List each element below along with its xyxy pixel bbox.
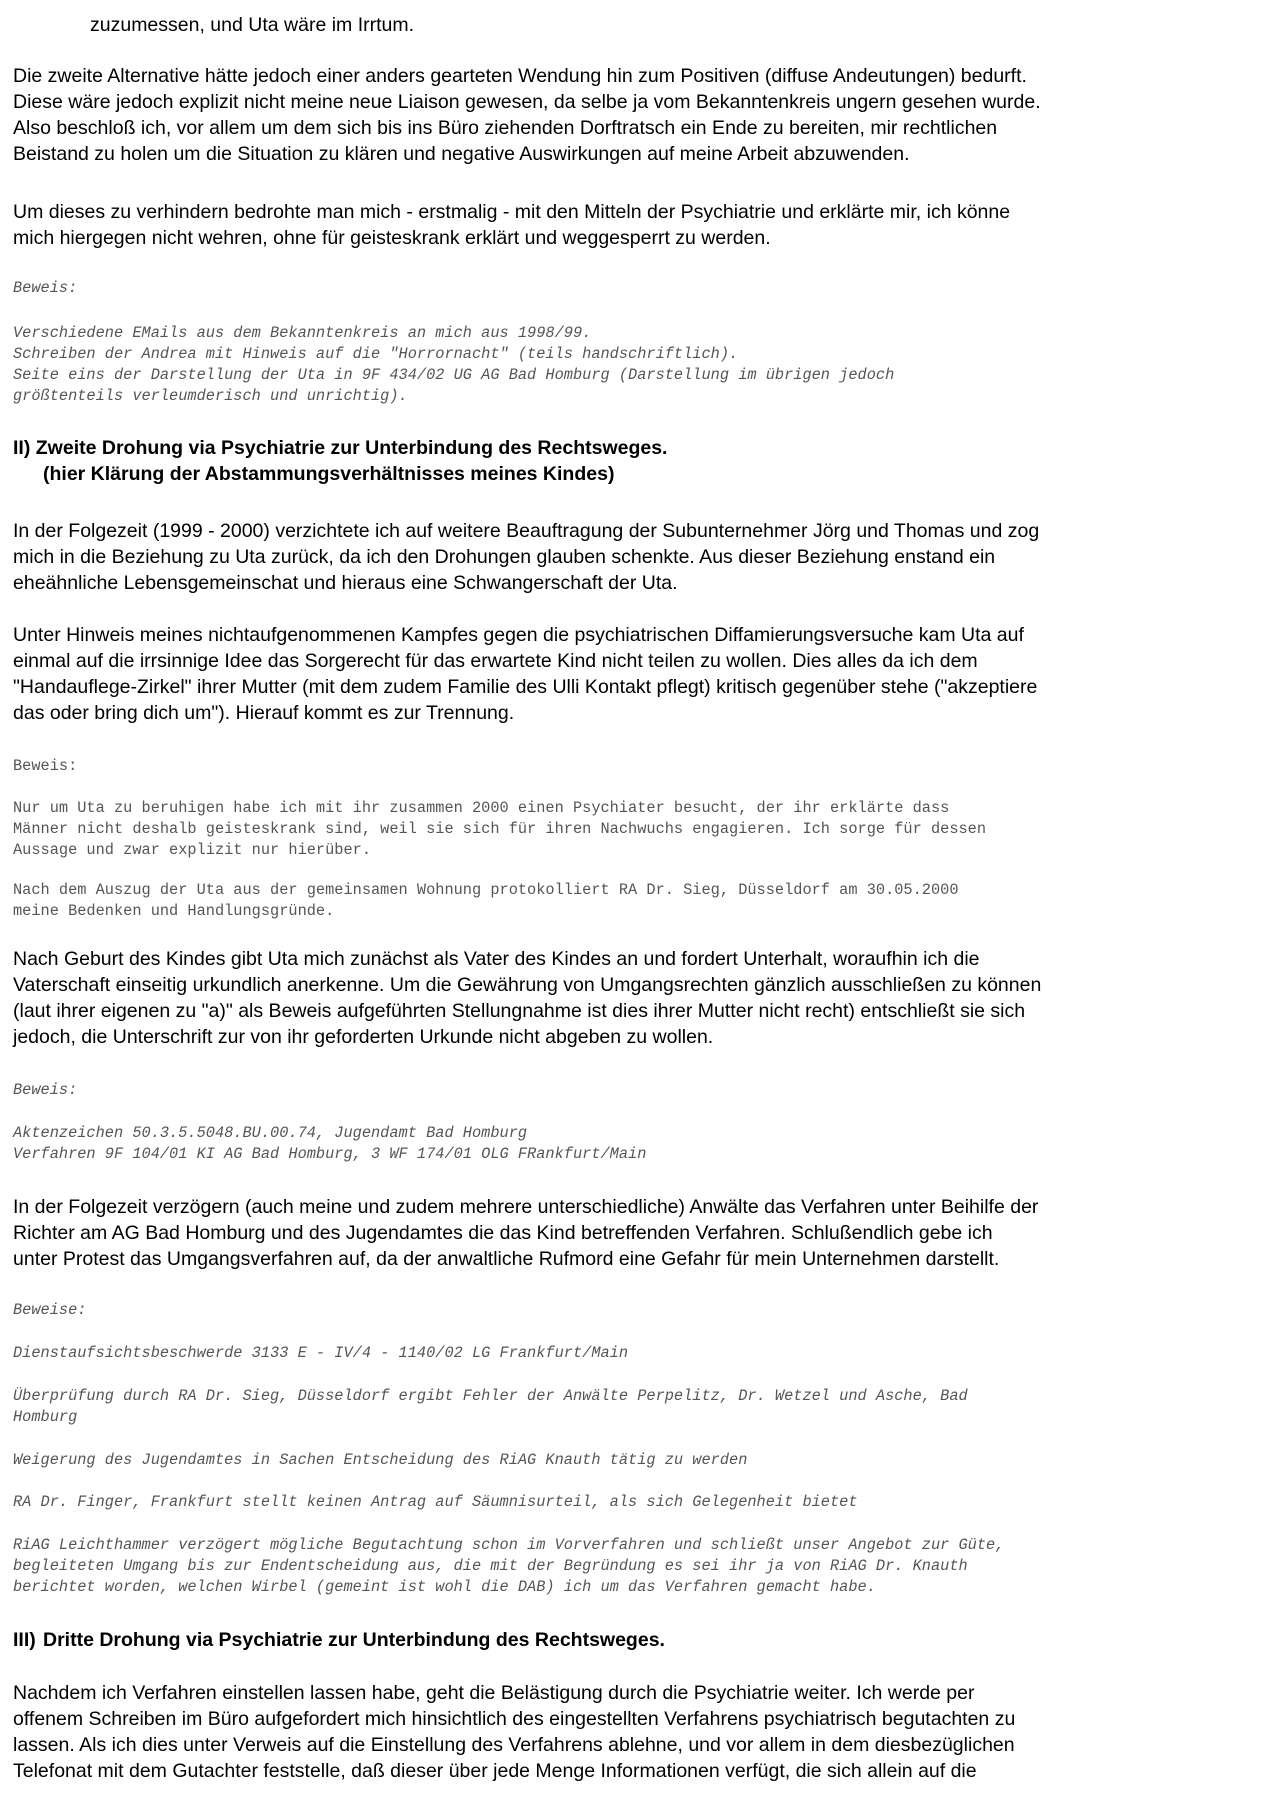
text-line: offenem Schreiben im Büro aufgefordert mich hinsichtlich des eingestellten Verfahrens psychiatrisch begutachten zu [13,1708,1016,1730]
text-line: mich in die Beziehung zu Uta zurück, da ich den Drohungen glauben schenkte. Aus dieser Beziehung enstand ein [13,546,996,568]
text-line: Unter Hinweis meines nichtaufgenommenen Kampfes gegen die psychiatrischen Diffamierungsversuche kam Uta auf [13,624,1024,646]
text-line: jedoch, die Unterschrift zur von ihr geforderten Urkunde nicht abgeben zu wollen. [13,1026,714,1048]
text-line: In der Folgezeit (1999 - 2000) verzichtete ich auf weitere Beauftragung der Subunternehmer Jörg und Thomas und zog [13,520,1040,542]
evidence-line: Nach dem Auszug der Uta aus der gemeinsamen Wohnung protokolliert RA Dr. Sieg, Düsseldorf am 30.05.2000 [13,881,959,899]
evidence-line: Verschiedene EMails aus dem Bekanntenkreis an mich aus 1998/99. [13,324,592,342]
text-line: Beistand zu holen um die Situation zu klären und negative Auswirkungen auf meine Arbeit abzuwenden. [13,143,910,165]
text-line: Vaterschaft einseitig urkundlich anerkenne. Um die Gewährung von Umgangsrechten gänzlich ausschließen zu können [13,974,1042,996]
text-line: Diese wäre jedoch explizit nicht meine neue Liaison gewesen, da selbe ja vom Bekanntenkreis ungern gesehen wurde. [13,91,1041,113]
evidence-line: Aussage und zwar explizit nur hierüber. [13,841,372,859]
paragraph-hinweis [13,622,1037,726]
paragraph-geburt [13,946,1041,1050]
paragraph-folgezeit [13,518,1039,596]
evidence-label: Beweis: [13,757,78,775]
text-line: Telefonat mit dem Gutachter feststelle, daß dieser über jede Menge Informationen verfügt, die sich allein auf die [13,1760,977,1782]
evidence-line: RA Dr. Finger, Frankfurt stellt keinen Antrag auf Säumnisurteil, als sich Gelegenheit bietet [13,1493,858,1511]
evidence-line: Seite eins der Darstellung der Uta in 9F 434/02 UG AG Bad Homburg (Darstellung im übrigen jedoch [13,366,895,384]
evidence-line: Weigerung des Jugendamtes in Sachen Entscheidung des RiAG Knauth tätig zu werden [13,1451,748,1469]
evidence-line: berichtet worden, welchen Wirbel (gemeint ist wohl die DAB) ich um das Verfahren gemacht habe. [13,1578,876,1596]
evidence-label: Beweis: [13,1081,78,1099]
text-line: mich hiergegen nicht wehren, ohne für geisteskrank erklärt und weggesperrt zu werden. [13,227,771,249]
text-line: unter Protest das Umgangsverfahren auf, da der anwaltliche Rufmord eine Gefahr für mein Unternehmen darstellt. [13,1248,1000,1270]
evidence-block-3 [13,1080,77,1101]
paragraph-threat-1 [13,199,1010,251]
evidence-4-item-5 [13,1535,1004,1598]
evidence-line: Männer nicht deshalb geisteskrank sind, weil sie sich für ihren Nachwuchs engagieren. Ich sorge für dessen [13,820,987,838]
evidence-line: Überprüfung durch RA Dr. Sieg, Düsseldorf ergibt Fehler der Anwälte Perpelitz, Dr. Wetzel und Asche, Bad [13,1387,968,1405]
paragraph-alternative [13,63,1041,167]
text-line: "Handauflege-Zirkel" ihrer Mutter (mit dem zudem Familie des Ulli Kontakt pflegt) kritisch gegenüber stehe ("akzeptiere [13,676,1038,698]
evidence-2-block-2 [13,880,959,922]
evidence-label: Beweise: [13,1301,87,1319]
evidence-list-3 [13,1123,646,1165]
evidence-4-item-4 [13,1492,858,1513]
evidence-4-item-1 [13,1343,628,1364]
text-line: Um dieses zu verhindern bedrohte man mich - erstmalig - mit den Mitteln der Psychiatrie und erklärte mir, ich könne [13,201,1011,223]
evidence-line: Verfahren 9F 104/01 KI AG Bad Homburg, 3 WF 174/01 OLG FRankfurt/Main [13,1145,647,1163]
section-title: Dritte Drohung via Psychiatrie zur Unterbindung des Rechtsweges. [43,1629,665,1651]
text-line: Nachdem ich Verfahren einstellen lassen habe, geht die Belästigung durch die Psychiatrie weiter. Ich werde per [13,1682,975,1704]
evidence-block-4 [13,1300,86,1321]
section-number: III) [13,1629,36,1651]
evidence-line: Aktenzeichen 50.3.5.5048.BU.00.74, Jugendamt Bad Homburg [13,1124,528,1142]
evidence-2-block-1 [13,798,986,861]
evidence-line: meine Bedenken und Handlungsgründe. [13,902,335,920]
evidence-line: Nur um Uta zu beruhigen habe ich mit ihr zusammen 2000 einen Psychiater besucht, der ihr erklärte dass [13,799,950,817]
evidence-line: begleiteten Umgang bis zur Endentscheidung aus, die mit der Begründung es sei ihr ja von RiAG Dr. Knauth [13,1557,968,1575]
evidence-block-1 [13,278,77,299]
evidence-label: Beweis: [13,279,78,297]
evidence-list-1 [13,323,894,407]
paragraph-verzoegern [13,1194,1038,1272]
section-heading-3 [13,1627,665,1653]
section-number: II) [13,437,31,459]
section-heading-2 [13,435,667,487]
section-subtitle: (hier Klärung der Abstammungsverhältnisses meines Kindes) [43,463,615,485]
text-line: Nach Geburt des Kindes gibt Uta mich zunächst als Vater des Kindes an und fordert Unterhalt, woraufhin ich die [13,948,980,970]
text-line: Also beschloß ich, vor allem um dem sich bis ins Büro ziehenden Dorftratsch ein Ende zu bereiten, mir rechtlichen [13,117,998,139]
text-line: Die zweite Alternative hätte jedoch einer anders gearteten Wendung hin zum Positiven (diffuse Andeutungen) bedurft. [13,65,1027,87]
text-line: In der Folgezeit verzögern (auch meine und zudem mehrere unterschiedliche) Anwälte das Verfahren unter Beihilfe der [13,1196,1039,1218]
evidence-4-item-3 [13,1450,747,1471]
text-line: lassen. Als ich dies unter Verweis auf die Einstellung des Verfahrens ablehne, und vor allem in dem diesbezüglichen [13,1734,1015,1756]
text-line: das oder bring dich um"). Hierauf kommt es zur Trennung. [13,702,515,724]
evidence-line: Dienstaufsichtsbeschwerde 3133 E - IV/4 - 1140/02 LG Frankfurt/Main [13,1344,629,1362]
text-line: Richter am AG Bad Homburg und des Jugendamtes die das Kind betreffenden Verfahren. Schlußendlich gebe ich [13,1222,993,1244]
intro-tail: zuzumessen, und Uta wäre im Irrtum. [90,14,415,36]
paragraph-nachdem [13,1680,1015,1784]
evidence-line: größtenteils verleumderisch und unrichtig). [13,387,408,405]
evidence-line: Homburg [13,1408,78,1426]
evidence-block-2 [13,756,77,777]
evidence-line: Schreiben der Andrea mit Hinweis auf die "Horrornacht" (teils handschriftlich). [13,345,739,363]
text-line: (laut ihrer eigenen zu "a)" als Beweis aufgeführten Stellungnahme ist dies ihrer Mutter nicht recht) entschließt sie sich [13,1000,1026,1022]
evidence-line: RiAG Leichthammer verzögert mögliche Begutachtung schon im Vorverfahren und schließt unser Angebot zur Güte, [13,1536,1005,1554]
text-line: eheähnliche Lebensgemeinschat und hieraus eine Schwangerschaft der Uta. [13,572,678,594]
section-title: Zweite Drohung via Psychiatrie zur Unterbindung des Rechtsweges. [35,437,668,459]
text-line: einmal auf die irrsinnige Idee das Sorgerecht für das erwartete Kind nicht teilen zu wollen. Dies alles da ich dem [13,650,978,672]
evidence-4-item-2 [13,1386,968,1428]
